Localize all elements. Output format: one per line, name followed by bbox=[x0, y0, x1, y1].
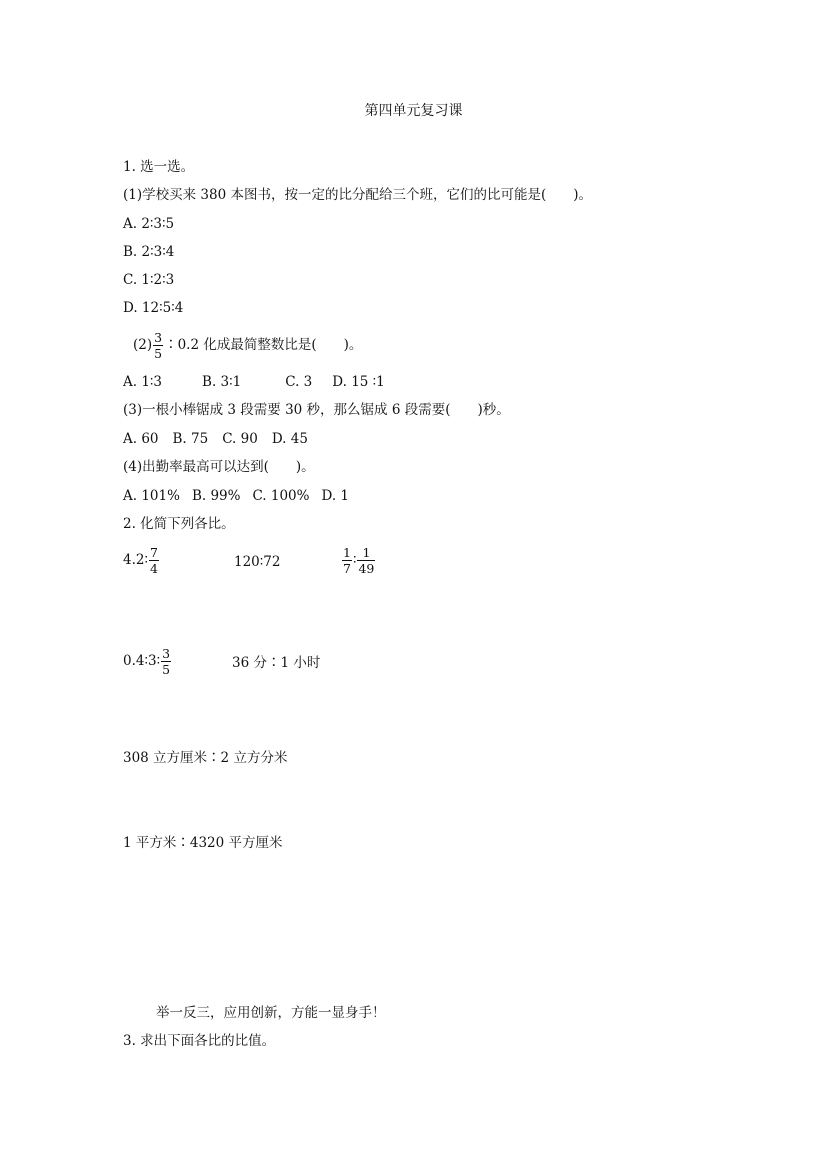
question-1-1-option-c: C. 1∶2∶3 bbox=[123, 272, 175, 288]
question-1-4-option-c: C. 100% bbox=[252, 488, 310, 504]
fraction-denominator: 4 bbox=[149, 561, 158, 576]
fraction bbox=[161, 646, 171, 677]
question-1-4-option-d: D. 1 bbox=[321, 488, 349, 504]
ratio-expression-6: 308 立方厘米∶2 立方分米 bbox=[123, 750, 288, 766]
question-1-4-option-a: A. 101% bbox=[123, 488, 180, 504]
fraction-numerator: 1 bbox=[357, 545, 375, 561]
page-title: 第四单元复习课 bbox=[364, 103, 463, 119]
fraction-numerator: 3 bbox=[162, 646, 171, 661]
fraction-denominator: 5 bbox=[154, 346, 163, 361]
question-1-2-suffix: ∶0.2 化成最简整数比是( )。 bbox=[164, 337, 363, 353]
question-1-heading: 1. 选一选。 bbox=[123, 159, 195, 175]
question-1-1-option-b: B. 2∶3∶4 bbox=[123, 244, 175, 260]
ratio-expression-3 bbox=[341, 545, 376, 576]
question-1-1-stem: (1)学校买来 380 本图书，按一定的比分配给三个班，它们的比可能是( )。 bbox=[123, 187, 593, 203]
ratio-expression-4 bbox=[123, 646, 172, 677]
question-1-2-prefix: (2) bbox=[133, 337, 153, 353]
question-1-2-options bbox=[123, 373, 385, 391]
motto: 举一反三，应用创新，方能一显身手！ bbox=[156, 1005, 386, 1021]
fraction bbox=[153, 330, 163, 361]
question-1-4-stem: (4)出勤率最高可以达到( )。 bbox=[123, 459, 315, 475]
fraction-denominator: 5 bbox=[162, 662, 171, 677]
question-3-heading: 3. 求出下面各比的比值。 bbox=[123, 1033, 276, 1049]
fraction-denominator: 7 bbox=[343, 561, 351, 576]
question-1-3-options bbox=[123, 430, 308, 448]
question-1-2-stem bbox=[133, 330, 362, 361]
question-1-3-option-d: D. 45 bbox=[271, 431, 308, 447]
fraction bbox=[357, 545, 375, 576]
question-1-2-option-a: A. 1∶3 bbox=[123, 374, 163, 390]
question-1-3-option-a: A. 60 bbox=[123, 431, 159, 447]
question-1-2-option-c: C. 3 bbox=[285, 374, 313, 390]
ratio-1-prefix: 4.2∶ bbox=[123, 552, 148, 568]
fraction-numerator: 3 bbox=[154, 330, 163, 345]
fraction-denominator: 49 bbox=[358, 561, 375, 576]
ratio-separator: ∶ bbox=[352, 552, 357, 568]
question-1-4-options bbox=[123, 487, 349, 505]
ratio-expression-1 bbox=[123, 545, 160, 576]
question-1-4-option-b: B. 99% bbox=[191, 488, 241, 504]
question-1-3-option-c: C. 90 bbox=[222, 431, 258, 447]
fraction-numerator: 7 bbox=[149, 545, 158, 560]
fraction bbox=[342, 545, 352, 576]
question-1-2-option-d: D. 15 ∶1 bbox=[332, 374, 385, 390]
ratio-expression-5: 36 分∶1 小时 bbox=[232, 655, 321, 671]
fraction bbox=[149, 545, 159, 576]
question-1-3-stem: (3)一根小棒锯成 3 段需要 30 秒，那么锯成 6 段需要( )秒。 bbox=[123, 402, 510, 418]
fraction-numerator: 1 bbox=[343, 545, 351, 560]
ratio-expression-7: 1 平方米∶4320 平方厘米 bbox=[123, 835, 283, 851]
question-1-2-option-b: B. 3∶1 bbox=[202, 374, 242, 390]
question-2-heading: 2. 化简下列各比。 bbox=[123, 516, 235, 532]
question-1-3-option-b: B. 75 bbox=[172, 431, 209, 447]
question-1-1-option-d: D. 12∶5∶4 bbox=[123, 300, 184, 316]
question-1-1-option-a: A. 2∶3∶5 bbox=[123, 216, 175, 232]
ratio-expression-2: 120∶72 bbox=[234, 554, 281, 570]
ratio-4-prefix: 0.4∶3∶ bbox=[123, 653, 161, 669]
